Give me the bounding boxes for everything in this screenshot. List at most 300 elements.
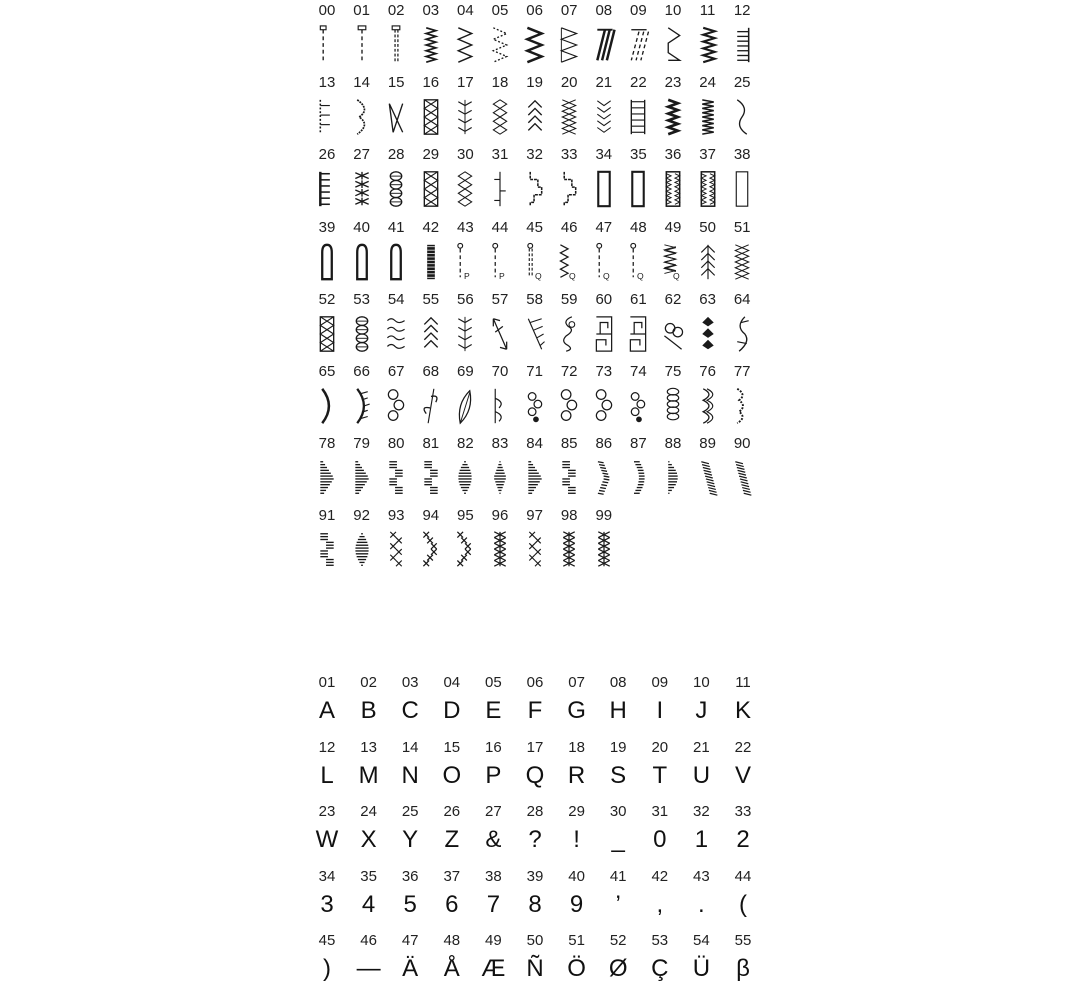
- letter-number: 14: [401, 738, 419, 756]
- stitch-ticks-icon: [483, 168, 517, 210]
- stitch-boxed-cross-icon: [310, 313, 344, 355]
- svg-text:Q: Q: [569, 270, 576, 281]
- stitch-number: 28: [387, 146, 405, 164]
- stitch-number: 19: [526, 74, 543, 92]
- stitch-keyhole-icon: [310, 241, 344, 283]
- letter-number: 44: [734, 867, 752, 885]
- stitch-fern-icon: [518, 313, 552, 355]
- stitch-arrow-diagonal-icon: [483, 313, 517, 355]
- stitch-satin-wedge-icon: [310, 457, 344, 499]
- stitch-wave-stack-icon: [379, 313, 413, 355]
- svg-text:Q: Q: [534, 270, 542, 281]
- stitch-cross-stitch-icon: [518, 529, 552, 571]
- stitch-zigzag-icon: [448, 24, 482, 66]
- stitch-scribble-tag-icon: [656, 241, 690, 283]
- letter-pattern-chart: [310, 670, 770, 991]
- stitch-number: 49: [664, 218, 682, 236]
- stitch-number: 07: [560, 2, 578, 19]
- stitch-number: 76: [699, 363, 716, 380]
- stitch-diamond-chain-icon: [483, 96, 517, 138]
- stitch-number: 57: [491, 290, 509, 308]
- letter-glyph: S: [610, 761, 627, 789]
- stitch-number: 43: [457, 218, 474, 236]
- stitch-satin-half-icon: [656, 457, 690, 499]
- stitch-straight-center-icon: [345, 24, 379, 66]
- letter-number: 02: [360, 674, 377, 691]
- letter-number: 31: [651, 803, 669, 820]
- stitch-number: 24: [699, 74, 716, 92]
- stitch-number: 66: [353, 363, 370, 380]
- stitch-ladder-icon: [621, 96, 655, 138]
- letter-number: 05: [485, 674, 502, 691]
- stitch-satin-steps-icon: [310, 529, 344, 571]
- letter-glyph: Ñ: [526, 955, 544, 982]
- stitch-straight-tag-icon: [621, 241, 655, 283]
- stitch-number: 92: [353, 507, 370, 525]
- stitch-number: 67: [387, 363, 405, 380]
- stitch-satin-chevron-icon: [587, 457, 621, 499]
- stitch-number: 99: [595, 507, 613, 525]
- letter-glyph: L: [320, 761, 334, 789]
- stitch-triple-tag-icon: [518, 241, 552, 283]
- stitch-loops-icon: [379, 385, 413, 427]
- letter-number: 22: [734, 738, 752, 756]
- letter-glyph: 8: [528, 890, 542, 918]
- stitch-vine-icon: [725, 313, 759, 355]
- stitch-cross-stitch-zig-icon: [448, 529, 482, 571]
- letter-number: 49: [485, 932, 502, 949]
- stitch-number: 95: [457, 507, 474, 525]
- stitch-number: 59: [560, 290, 578, 308]
- stitch-cross-stitch-zig-icon: [414, 529, 448, 571]
- letter-glyph: Å: [443, 955, 460, 982]
- stitch-satin-wedge-icon: [518, 457, 552, 499]
- stitch-number: 16: [422, 74, 440, 92]
- stitch-number: 74: [630, 363, 647, 380]
- stitch-leaf-stem-icon: [414, 385, 448, 427]
- letter-glyph: G: [567, 697, 586, 724]
- letter-glyph: H: [609, 697, 627, 724]
- letter-glyph: &: [485, 826, 502, 853]
- stitch-number: 29: [422, 146, 440, 164]
- letter-glyph: I: [656, 697, 664, 724]
- stitch-number: 65: [318, 363, 336, 380]
- stitch-number: 75: [664, 363, 682, 380]
- letter-glyph: X: [360, 826, 377, 853]
- letter-glyph: Y: [402, 826, 419, 853]
- letter-number: 32: [693, 803, 710, 820]
- stitch-straight-tag-icon: [448, 241, 482, 283]
- letter-glyph: ,: [656, 890, 664, 918]
- stitch-number: 44: [491, 218, 509, 236]
- letter-glyph: Æ: [481, 955, 506, 982]
- stitch-number: 46: [560, 218, 578, 236]
- stitch-open-vee-icon: [379, 96, 413, 138]
- stitch-number: 42: [422, 218, 440, 236]
- letter-number: 36: [401, 867, 419, 885]
- stitch-number: 37: [699, 146, 716, 164]
- stitch-beads-icon: [345, 313, 379, 355]
- letter-glyph: Ö: [567, 955, 586, 982]
- stitch-ladder-right-icon: [725, 24, 759, 66]
- stitch-number: 61: [630, 290, 647, 308]
- letter-glyph: —: [356, 955, 381, 982]
- stitch-flower-icon: [656, 313, 690, 355]
- letter-number: 03: [401, 674, 419, 691]
- stitch-number: 01: [353, 2, 370, 19]
- stitch-number: 60: [595, 290, 613, 308]
- stitch-number: 31: [491, 146, 509, 164]
- stitch-buttonhole-dense-icon: [691, 168, 725, 210]
- letter-glyph: 6: [445, 890, 459, 918]
- letter-glyph: W: [315, 826, 339, 853]
- letter-glyph: ): [323, 955, 331, 982]
- stitch-number: 98: [560, 507, 578, 525]
- stitch-number: 41: [387, 218, 405, 236]
- stitch-number: 78: [318, 435, 336, 453]
- stitch-vee-rows-icon: [587, 96, 621, 138]
- stitch-loops-open-icon: [483, 385, 517, 427]
- letter-glyph: K: [734, 697, 751, 724]
- stitch-number: 71: [526, 363, 543, 380]
- letter-glyph: M: [358, 761, 379, 789]
- stitch-slanted-bars-icon: [587, 24, 621, 66]
- stitch-leaf-icon: [448, 385, 482, 427]
- stitch-pattern-chart: [310, 0, 770, 580]
- stitch-bar-tack-icon: [414, 241, 448, 283]
- stitch-triple-straight-icon: [379, 24, 413, 66]
- letter-number: 48: [443, 932, 461, 949]
- stitch-number: 93: [387, 507, 405, 525]
- stitch-zigzag-triple-icon: [518, 24, 552, 66]
- stitch-cross-stitch-dense-icon: [587, 529, 621, 571]
- stitch-boxed-cross-icon: [414, 168, 448, 210]
- stitch-buttonhole-dense-icon: [656, 168, 690, 210]
- stitch-satin-oval-icon: [345, 529, 379, 571]
- stitch-number: 40: [353, 218, 370, 236]
- stitch-number: 73: [595, 363, 613, 380]
- stitch-number: 30: [457, 146, 474, 164]
- stitch-satin-oval-icon: [448, 457, 482, 499]
- letter-number: 27: [485, 803, 502, 820]
- letter-glyph: Ä: [402, 955, 419, 982]
- stitch-number: 77: [733, 363, 751, 380]
- stitch-number: 89: [699, 435, 716, 453]
- stitch-number: 33: [560, 146, 578, 164]
- stitch-blind-hem-icon: [656, 24, 690, 66]
- letter-number: 53: [651, 932, 669, 949]
- stitch-zigzag-tag-icon: [552, 241, 586, 283]
- stitch-number: 63: [699, 290, 716, 308]
- stitch-crescent-fringe-icon: [345, 385, 379, 427]
- stitch-number: 94: [422, 507, 440, 525]
- letter-glyph: A: [318, 697, 335, 724]
- stitch-satin-steps-icon: [552, 457, 586, 499]
- stitch-satin-steps-icon: [379, 457, 413, 499]
- letter-number: 28: [526, 803, 544, 820]
- stitch-straight-tag-icon: [483, 241, 517, 283]
- stitch-number: 83: [491, 435, 509, 453]
- stitch-diamond-chain-icon: [448, 168, 482, 210]
- stitch-greek-key-icon: [587, 313, 621, 355]
- stitch-number: 85: [560, 435, 578, 453]
- stitch-number: 53: [353, 290, 370, 308]
- stitch-buttonhole-icon: [621, 168, 655, 210]
- stitch-number: 12: [733, 2, 751, 19]
- stitch-number: 25: [733, 74, 751, 92]
- stitch-number: 54: [387, 290, 405, 308]
- letter-number: 25: [401, 803, 419, 820]
- stitch-number: 00: [318, 2, 336, 19]
- stitch-loops-icon: [587, 385, 621, 427]
- letter-number: 08: [609, 674, 627, 691]
- letter-glyph: Ç: [651, 955, 669, 982]
- letter-number: 46: [360, 932, 377, 949]
- stitch-greek-key-icon: [621, 313, 655, 355]
- stitch-feather-icon: [448, 96, 482, 138]
- letter-glyph: O: [442, 761, 462, 789]
- stitch-number: 45: [526, 218, 543, 236]
- stitch-dotted-ladder-icon: [310, 96, 344, 138]
- letter-glyph: 1: [694, 826, 709, 853]
- letter-number: 06: [526, 674, 544, 691]
- stitch-number: 27: [353, 146, 370, 164]
- letter-number: 12: [318, 738, 336, 756]
- letter-glyph: P: [485, 761, 502, 789]
- letter-glyph: F: [527, 697, 543, 724]
- letter-number: 33: [734, 803, 752, 820]
- stitch-number: 52: [318, 290, 336, 308]
- letter-number: 50: [526, 932, 544, 949]
- stitch-stars-icon: [345, 168, 379, 210]
- stitch-number: 05: [491, 2, 509, 19]
- letter-glyph: β: [736, 955, 750, 982]
- stitch-number: 10: [664, 2, 682, 19]
- svg-text:P: P: [464, 270, 471, 281]
- stitch-satin-diamond-icon: [483, 457, 517, 499]
- stitch-number: 20: [560, 74, 578, 92]
- stitch-triangle-zigzag-icon: [552, 24, 586, 66]
- stitch-circles-icon: [518, 385, 552, 427]
- letter-number: 38: [485, 867, 502, 885]
- letter-number: 54: [693, 932, 710, 949]
- stitch-number: 21: [595, 74, 613, 92]
- letter-glyph: ?: [528, 826, 542, 853]
- stitch-wave-icon: [725, 96, 759, 138]
- stitch-number: 97: [526, 507, 543, 525]
- stitch-cross-stitch-icon: [379, 529, 413, 571]
- letter-number: 17: [526, 738, 544, 756]
- stitch-keyhole-icon: [345, 241, 379, 283]
- stitch-comb-icon: [310, 168, 344, 210]
- letter-number: 23: [318, 803, 336, 820]
- letter-glyph: 5: [403, 890, 417, 918]
- stitch-boxed-cross-icon: [414, 96, 448, 138]
- letter-number: 55: [734, 932, 752, 949]
- letter-glyph: .: [698, 890, 705, 918]
- stitch-scallop-icon: [725, 385, 759, 427]
- letter-glyph: C: [401, 697, 419, 724]
- stitch-rectangle-icon: [725, 168, 759, 210]
- stitch-number: 90: [733, 435, 751, 453]
- stitch-number: 50: [699, 218, 716, 236]
- stitch-tree-icon: [691, 241, 725, 283]
- stitch-number: 13: [318, 74, 336, 92]
- letter-glyph: N: [401, 761, 419, 789]
- letter-number: 07: [568, 674, 585, 691]
- letter-glyph: D: [443, 697, 461, 724]
- letter-number: 47: [401, 932, 419, 949]
- stitch-keyhole-icon: [379, 241, 413, 283]
- stitch-number: 18: [491, 74, 509, 92]
- letter-number: 09: [651, 674, 669, 691]
- stitch-number: 04: [457, 2, 474, 19]
- stitch-number: 84: [526, 435, 543, 453]
- stitch-crescent-icon: [310, 385, 344, 427]
- letter-glyph: Ø: [608, 955, 628, 982]
- letter-number: 10: [693, 674, 710, 691]
- letter-number: 01: [318, 674, 336, 691]
- stitch-number: 80: [387, 435, 405, 453]
- letter-glyph: E: [485, 697, 502, 724]
- letter-glyph: V: [734, 761, 751, 789]
- stitch-straight-tag-icon: [587, 241, 621, 283]
- stitch-herringbone-icon: [656, 96, 690, 138]
- stitch-arrow-chevrons-icon: [414, 313, 448, 355]
- stitch-coils-icon: [656, 385, 690, 427]
- stitch-satin-steps-icon: [414, 457, 448, 499]
- letter-number: 40: [568, 867, 585, 885]
- stitch-number: 72: [560, 363, 578, 380]
- stitch-zigzag-dense-icon: [414, 24, 448, 66]
- stitch-number: 14: [353, 74, 370, 92]
- stitch-serpentine-icon: [691, 385, 725, 427]
- letter-glyph: B: [360, 697, 377, 724]
- letter-number: 42: [651, 867, 669, 885]
- letter-glyph: 4: [361, 890, 376, 918]
- stitch-number: 39: [318, 218, 336, 236]
- stitch-number: 23: [664, 74, 682, 92]
- svg-text:Q: Q: [602, 270, 610, 281]
- letter-glyph: Ü: [692, 955, 711, 982]
- letter-glyph: 9: [569, 890, 584, 918]
- stitch-number: 51: [733, 218, 751, 236]
- stitch-slanted-dashes-icon: [621, 24, 655, 66]
- stitch-number: 08: [595, 2, 613, 19]
- stitch-number: 03: [422, 2, 440, 19]
- stitch-zigzag-dotted-icon: [483, 24, 517, 66]
- stitch-number: 15: [387, 74, 405, 92]
- letter-number: 45: [318, 932, 336, 949]
- stitch-number: 34: [595, 146, 613, 164]
- letter-glyph: !: [573, 826, 580, 853]
- letter-number: 34: [318, 867, 336, 885]
- stitch-number: 48: [630, 218, 647, 236]
- stitch-shell-curve-icon: [345, 96, 379, 138]
- letter-glyph: (: [739, 890, 747, 918]
- letter-glyph: J: [695, 697, 708, 724]
- letter-number: 41: [609, 867, 627, 885]
- stitch-loops-icon: [552, 385, 586, 427]
- stitch-cross-hatch-icon: [725, 241, 759, 283]
- stitch-number: 91: [318, 507, 336, 525]
- letter-number: 26: [443, 803, 461, 820]
- letter-glyph: U: [692, 761, 711, 789]
- stitch-number: 26: [318, 146, 336, 164]
- stitch-number: 06: [526, 2, 543, 19]
- stitch-number: 36: [664, 146, 682, 164]
- stitch-number: 88: [664, 435, 682, 453]
- stitch-steps-icon: [552, 168, 586, 210]
- stitch-number: 70: [491, 363, 509, 380]
- stitch-number: 64: [733, 290, 751, 308]
- stitch-number: 47: [595, 218, 613, 236]
- stitch-cross-hatch-icon: [552, 96, 586, 138]
- stitch-stretch-blind-icon: [691, 24, 725, 66]
- letter-number: 39: [526, 867, 544, 885]
- letter-number: 43: [693, 867, 710, 885]
- letter-number: 18: [568, 738, 585, 756]
- stitch-number: 09: [630, 2, 647, 19]
- stitch-satin-crescent-icon: [621, 457, 655, 499]
- letter-glyph: T: [652, 761, 668, 789]
- stitch-steps-icon: [518, 168, 552, 210]
- letter-number: 51: [568, 932, 585, 949]
- stitch-number: 55: [422, 290, 440, 308]
- stitch-number: 79: [353, 435, 370, 453]
- stitch-number: 32: [526, 146, 543, 164]
- stitch-satin-slant-icon: [691, 457, 725, 499]
- stitch-beads-icon: [379, 168, 413, 210]
- stitch-circles-icon: [621, 385, 655, 427]
- stitch-number: 17: [457, 74, 474, 92]
- letter-number: 19: [609, 738, 627, 756]
- stitch-cross-stitch-dense-icon: [552, 529, 586, 571]
- svg-text:Q: Q: [673, 270, 680, 281]
- stitch-number: 62: [664, 290, 682, 308]
- letter-number: 16: [485, 738, 502, 756]
- stitch-number: 86: [595, 435, 613, 453]
- stitch-cross-stitch-dense-icon: [483, 529, 517, 571]
- letter-glyph: _: [611, 826, 625, 853]
- stitch-buttonhole-icon: [587, 168, 621, 210]
- stitch-satin-wedge-icon: [345, 457, 379, 499]
- stitch-dense-herringbone-icon: [691, 96, 725, 138]
- svg-text:Q: Q: [637, 270, 645, 281]
- stitch-number: 68: [422, 363, 440, 380]
- stitch-number: 87: [630, 435, 647, 453]
- letter-number: 35: [360, 867, 377, 885]
- stitch-number: 56: [457, 290, 474, 308]
- letter-number: 29: [568, 803, 585, 820]
- letter-number: 04: [443, 674, 461, 691]
- stitch-satin-slant-icon: [725, 457, 759, 499]
- letter-number: 15: [443, 738, 461, 756]
- stitch-scroll-icon: [552, 313, 586, 355]
- letter-glyph: 0: [653, 826, 667, 853]
- stitch-number: 96: [491, 507, 509, 525]
- letter-number: 20: [651, 738, 669, 756]
- stitch-number: 81: [422, 435, 440, 453]
- letter-glyph: Z: [444, 826, 460, 853]
- stitch-number: 11: [699, 2, 716, 19]
- letter-glyph: R: [567, 761, 586, 789]
- svg-text:P: P: [499, 270, 505, 281]
- letter-number: 11: [735, 674, 751, 691]
- stitch-number: 69: [457, 363, 474, 380]
- letter-number: 24: [360, 803, 377, 820]
- letter-number: 21: [693, 738, 710, 756]
